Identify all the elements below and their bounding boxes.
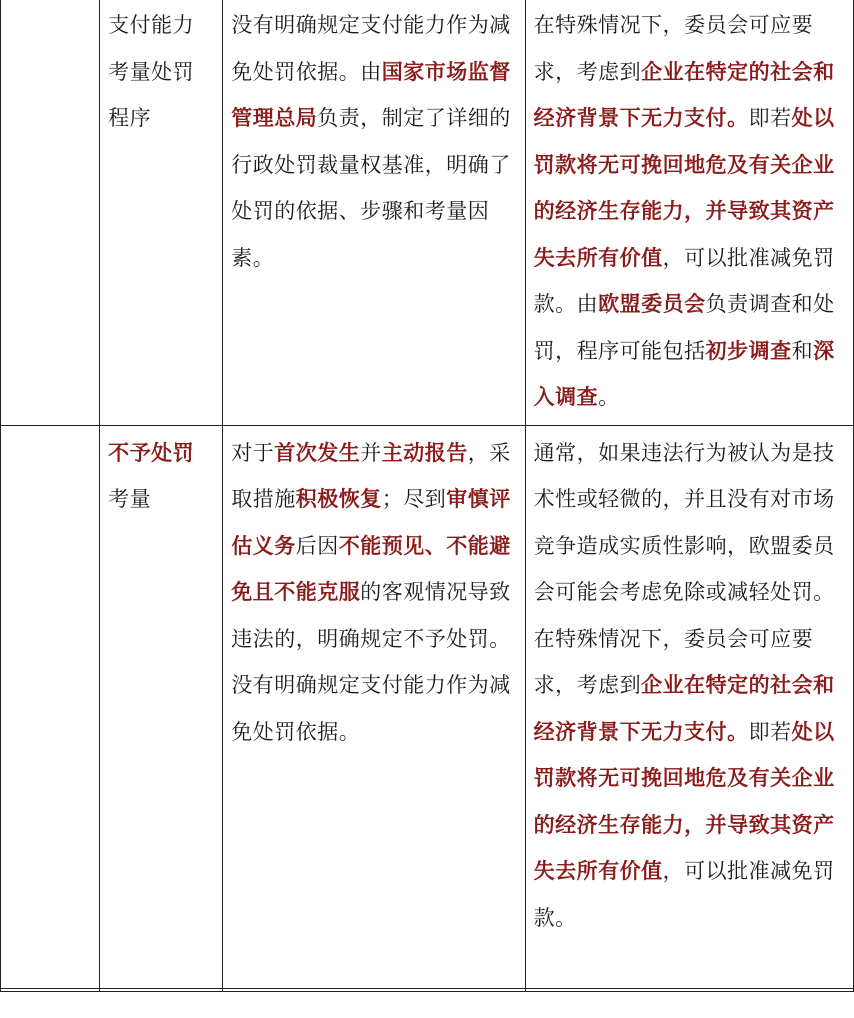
text-run: 和 <box>791 338 814 363</box>
text-run: 后因 <box>295 533 339 558</box>
eu-rule-cell <box>525 0 853 425</box>
text-run: ，可以批准减免罚款。 <box>533 859 835 930</box>
text-run: ；尽到 <box>381 487 447 511</box>
paragraph <box>231 2 516 281</box>
category-cell <box>1 0 100 425</box>
item-title <box>108 2 214 142</box>
table-bottom-border <box>0 988 854 989</box>
china-rule-cell <box>223 425 525 991</box>
text-run: 负责，制定了详细的行政处罚裁量权基准，明确了处罚的依据、步骤和考量因素。 <box>231 106 511 270</box>
item-title <box>108 430 214 523</box>
paragraph <box>534 2 845 421</box>
text-run: 并 <box>360 440 382 465</box>
eu-rule-cell <box>525 425 853 991</box>
china-rule-cell <box>223 0 525 425</box>
paragraph <box>231 430 516 663</box>
table-row-no-penalty <box>1 425 854 991</box>
category-cell <box>1 425 100 991</box>
item-cell <box>100 0 223 425</box>
highlighted-text: 积极恢复 <box>295 486 382 511</box>
highlighted-text: 主动报告 <box>381 439 468 465</box>
text-run: 没有明确规定支付能力作为减免处罚依据。 <box>231 673 511 744</box>
highlighted-text: 国家市场监督管理总局 <box>231 58 511 130</box>
highlighted-text: 不予处罚 <box>108 439 195 465</box>
paragraph <box>231 662 516 755</box>
paragraph <box>534 430 845 616</box>
text-run: 在特殊情况下，委员会可应要求，考虑到 <box>533 626 814 697</box>
highlighted-text: 欧盟委员会 <box>598 291 706 316</box>
text-run: 在特殊情况下，委员会可应要求，考虑到 <box>533 13 814 84</box>
item-cell <box>100 425 223 991</box>
text-run: 的客观情况导致违法的，明确规定不予处罚。 <box>231 580 511 651</box>
text-run: ，可以批准减免罚款。由 <box>533 245 835 316</box>
text-run: 负责调查和处罚，程序可能包括 <box>533 292 835 363</box>
highlighted-text: 处以罚款将无可挽回地危及有关企业的经济生存能力，并导致其资产失去所有价值 <box>533 718 835 883</box>
text-run: 通常，如果违法行为被认为是技术性或轻微的，并且没有对市场竞争造成实质性影响，欧盟委员会可能会考虑免除或减轻处罚。 <box>533 440 835 604</box>
text-run: 支付能力考量处罚程序 <box>108 13 195 130</box>
text-run: ，采取措施 <box>231 440 511 511</box>
highlighted-text: 深入调查 <box>533 337 835 409</box>
highlighted-text: 企业在特定的社会和经济背景下无力支付。 <box>533 672 835 744</box>
china-rule-text <box>231 2 516 281</box>
table-row-payment-ability <box>1 0 854 425</box>
paragraph <box>534 616 845 942</box>
highlighted-text: 初步调查 <box>705 337 792 363</box>
text-run: 。 <box>598 385 620 409</box>
text-run: 即若 <box>748 719 792 744</box>
eu-rule-text <box>534 2 845 421</box>
text-run: 即若 <box>748 106 792 130</box>
china-rule-text <box>231 430 516 756</box>
highlighted-text: 审慎评估义务 <box>231 486 511 558</box>
highlighted-text: 处以罚款将无可挽回地危及有关企业的经济生存能力，并导致其资产失去所有价值 <box>533 105 835 270</box>
highlighted-text: 企业在特定的社会和经济背景下无力支付。 <box>533 58 835 130</box>
highlighted-text: 不能预见、不能避免且不能克服 <box>231 532 511 604</box>
text-run: 没有明确规定支付能力作为减免处罚依据。由 <box>231 13 511 84</box>
text-run: 对于 <box>231 440 275 465</box>
highlighted-text: 首次发生 <box>274 439 361 465</box>
eu-rule-text <box>534 430 845 942</box>
text-run: 考量 <box>108 487 152 511</box>
